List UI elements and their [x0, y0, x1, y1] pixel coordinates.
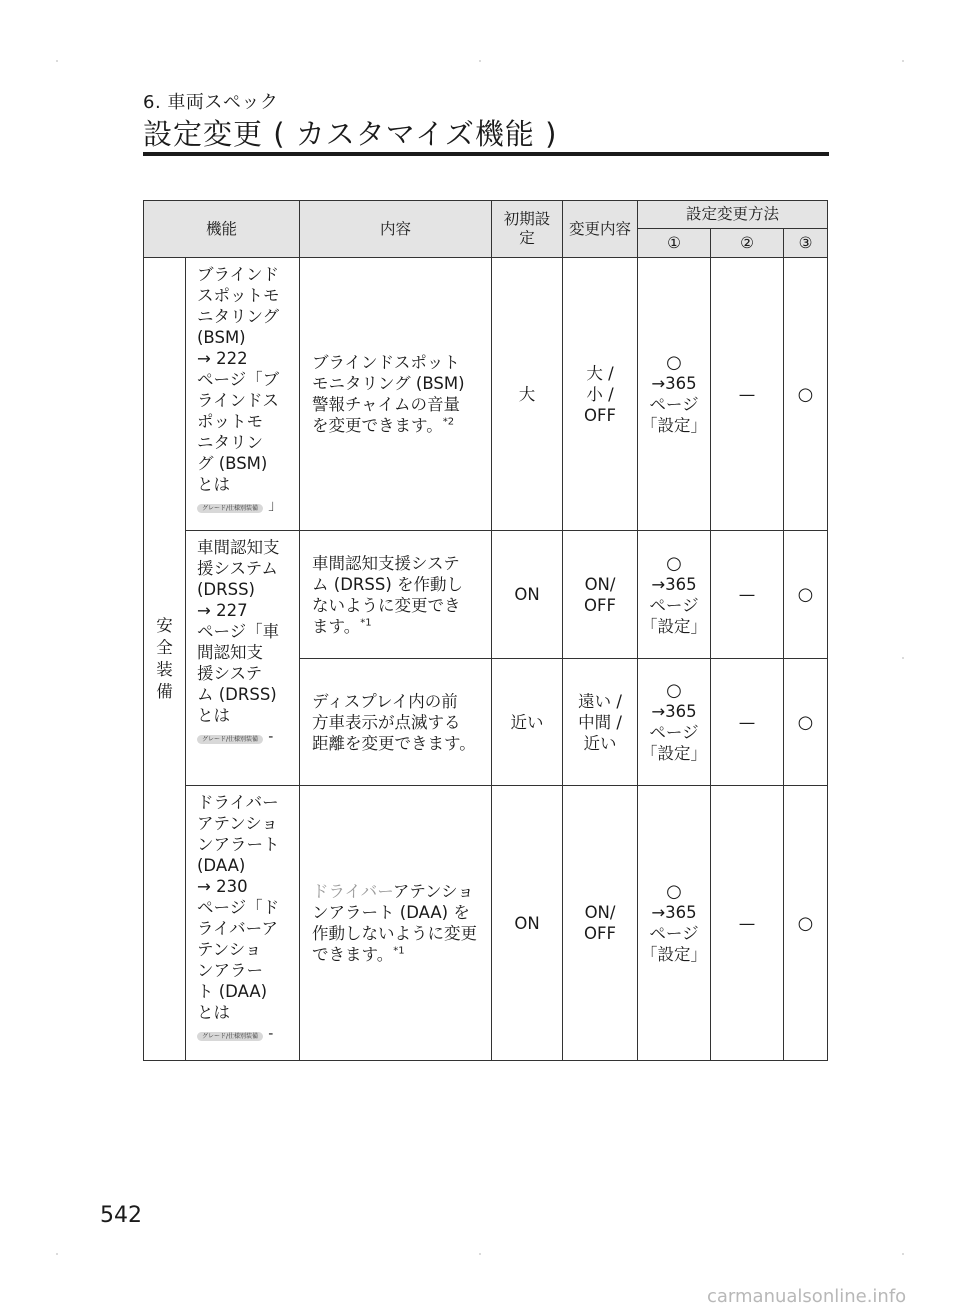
method-3-cell: ○	[784, 786, 828, 1061]
method-3-cell: ○	[784, 258, 828, 531]
table-row	[144, 531, 828, 659]
grade-badge: グレード/仕様別装備	[197, 504, 263, 513]
default-cell: 近い	[492, 659, 563, 786]
options-cell: ON/ OFF	[563, 531, 638, 659]
page-title: 設定変更 ( カスタマイズ機能 )	[143, 117, 558, 151]
options-cell: ON/ OFF	[563, 786, 638, 1061]
category-cell: 安 全 装 備	[144, 258, 186, 1061]
header-function: 機能	[144, 201, 300, 258]
customization-table	[143, 200, 828, 1061]
grade-badge: グレード/仕様別装備	[197, 1032, 263, 1041]
method-1-cell: ○ →365 ページ 「設定」	[638, 659, 711, 786]
method-3-cell: ○	[784, 659, 828, 786]
crop-mark	[902, 60, 904, 62]
crop-mark	[902, 657, 904, 659]
footnote-mark: *2	[442, 416, 455, 428]
page-number: 542	[100, 1203, 142, 1228]
table-row	[144, 786, 828, 1061]
title-divider	[143, 152, 829, 156]
header-method-2: ②	[711, 229, 784, 258]
description-cell: ブラインドスポット モニタリング (BSM) 警報チャイムの音量 を変更できます。$^{*2}$	[300, 258, 492, 531]
method-3-cell: ○	[784, 531, 828, 659]
default-cell: ON	[492, 531, 563, 659]
method-2-cell: —	[711, 786, 784, 1061]
watermark: carmanualsonline.info	[707, 1286, 907, 1307]
function-cell: ブラインド スポットモ ニタリング (BSM) → 222 ページ「ブ ラインドス ポットモ ニタリン グ (BSM) とは グレード/仕様別装備 」	[186, 258, 300, 531]
header-method-1: ①	[638, 229, 711, 258]
crop-mark	[56, 60, 58, 62]
description-cell: ディスプレイ内の前 方車表示が点滅する 距離を変更できます。	[300, 659, 492, 786]
method-1-cell: ○ →365 ページ 「設定」	[638, 258, 711, 531]
header-default: 初期設 定	[492, 201, 563, 258]
footnote-mark: *1	[393, 945, 405, 957]
header-options: 変更内容	[563, 201, 638, 258]
function-cell: ドライバー アテンショ ンアラート (DAA) → 230 ページ「ド ライバーア テンショ ンアラー ト (DAA) とは グレード/仕様別装備 -	[186, 786, 300, 1061]
crop-mark	[902, 1253, 904, 1255]
crop-mark	[479, 1253, 481, 1255]
method-2-cell: —	[711, 531, 784, 659]
crop-mark	[479, 60, 481, 62]
footnote-mark: *1	[360, 617, 372, 628]
description-cell: ドライバーアテンショ ンアラート (DAA) を 作動しないように変更 できます。$^{*1}$	[300, 786, 492, 1061]
circle-mark: ○	[666, 881, 682, 902]
function-cell: 車間認知支 援システム (DRSS) → 227 ページ「車 間認知支 援システ ム (DRSS) とは グレード/仕様別装備 -	[186, 531, 300, 786]
method-1-cell: ○ →365 ページ 「設定」	[638, 786, 711, 1061]
default-cell: ON	[492, 786, 563, 1061]
method-1-cell: ○ →365 ページ 「設定」	[638, 531, 711, 659]
method-2-cell: —	[711, 258, 784, 531]
circle-mark: ○	[666, 680, 682, 701]
chapter-label: 6. 車両スペック	[143, 92, 279, 113]
grade-badge: グレード/仕様別装備	[197, 735, 263, 744]
table-row	[144, 258, 828, 531]
method-2-cell: —	[711, 659, 784, 786]
header-method: 設定変更方法	[638, 201, 828, 229]
options-cell: 大 / 小 / OFF	[563, 258, 638, 531]
header-method-3: ③	[784, 229, 828, 258]
circle-mark: ○	[666, 552, 682, 574]
circle-mark: ○	[666, 352, 682, 373]
default-cell: 大	[492, 258, 563, 531]
options-cell: 遠い / 中間 / 近い	[563, 659, 638, 786]
header-content: 内容	[300, 201, 492, 258]
crop-mark	[56, 1253, 58, 1255]
description-cell: 車間認知支援システ ム (DRSS) を作動し ないように変更でき ます。$^{*1}$	[300, 531, 492, 659]
